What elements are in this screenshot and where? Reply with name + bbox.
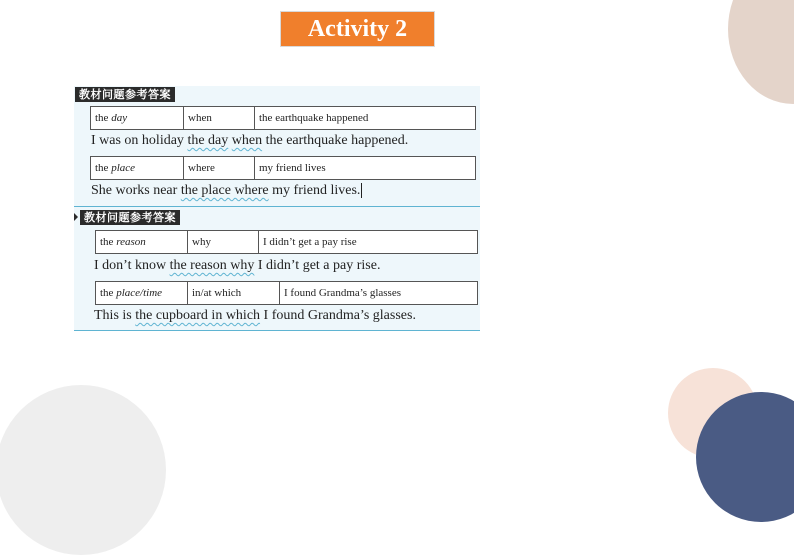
section2-sentence1: I don’t know the reason why I didn’t get a pay rise. [94,258,381,273]
section2-sentence2: This is the cupboard in which I found Grandma’s glasses. [94,308,416,323]
section-marker-icon [74,213,78,221]
section1-table-row2 [90,156,476,180]
decorative-circle-bottom-left [0,385,166,555]
relative-word-cell: why [188,231,259,254]
text-cursor [361,183,362,198]
decorative-circle-top-right [728,0,794,104]
relative-word-cell: where [184,157,255,180]
section1-sentence1: I was on holiday the day when the earthquake happened. [91,133,409,148]
section2-table-row2 [95,281,478,305]
clause-cell: my friend lives [255,157,476,180]
antecedent-cell: the reason [96,231,188,254]
clause-cell: I found Grandma’s glasses [280,282,478,305]
slide-title: Activity 2 [280,11,435,47]
section2-table-row1 [95,230,478,254]
panel-bottom-border [74,330,480,331]
relative-word-cell: in/at which [188,282,280,305]
section-divider [74,206,480,207]
section1-table-row1 [90,106,476,130]
antecedent-cell: the place/time [96,282,188,305]
section1-header: 教材问题参考答案 [75,87,175,102]
section2-header: 教材问题参考答案 [80,210,180,225]
section1-sentence2: She works near the place where my friend lives. [91,183,361,198]
clause-cell: the earthquake happened [255,107,476,130]
clause-cell: I didn’t get a pay rise [259,231,478,254]
relative-word-cell: when [184,107,255,130]
antecedent-cell: the day [91,107,184,130]
antecedent-cell: the place [91,157,184,180]
